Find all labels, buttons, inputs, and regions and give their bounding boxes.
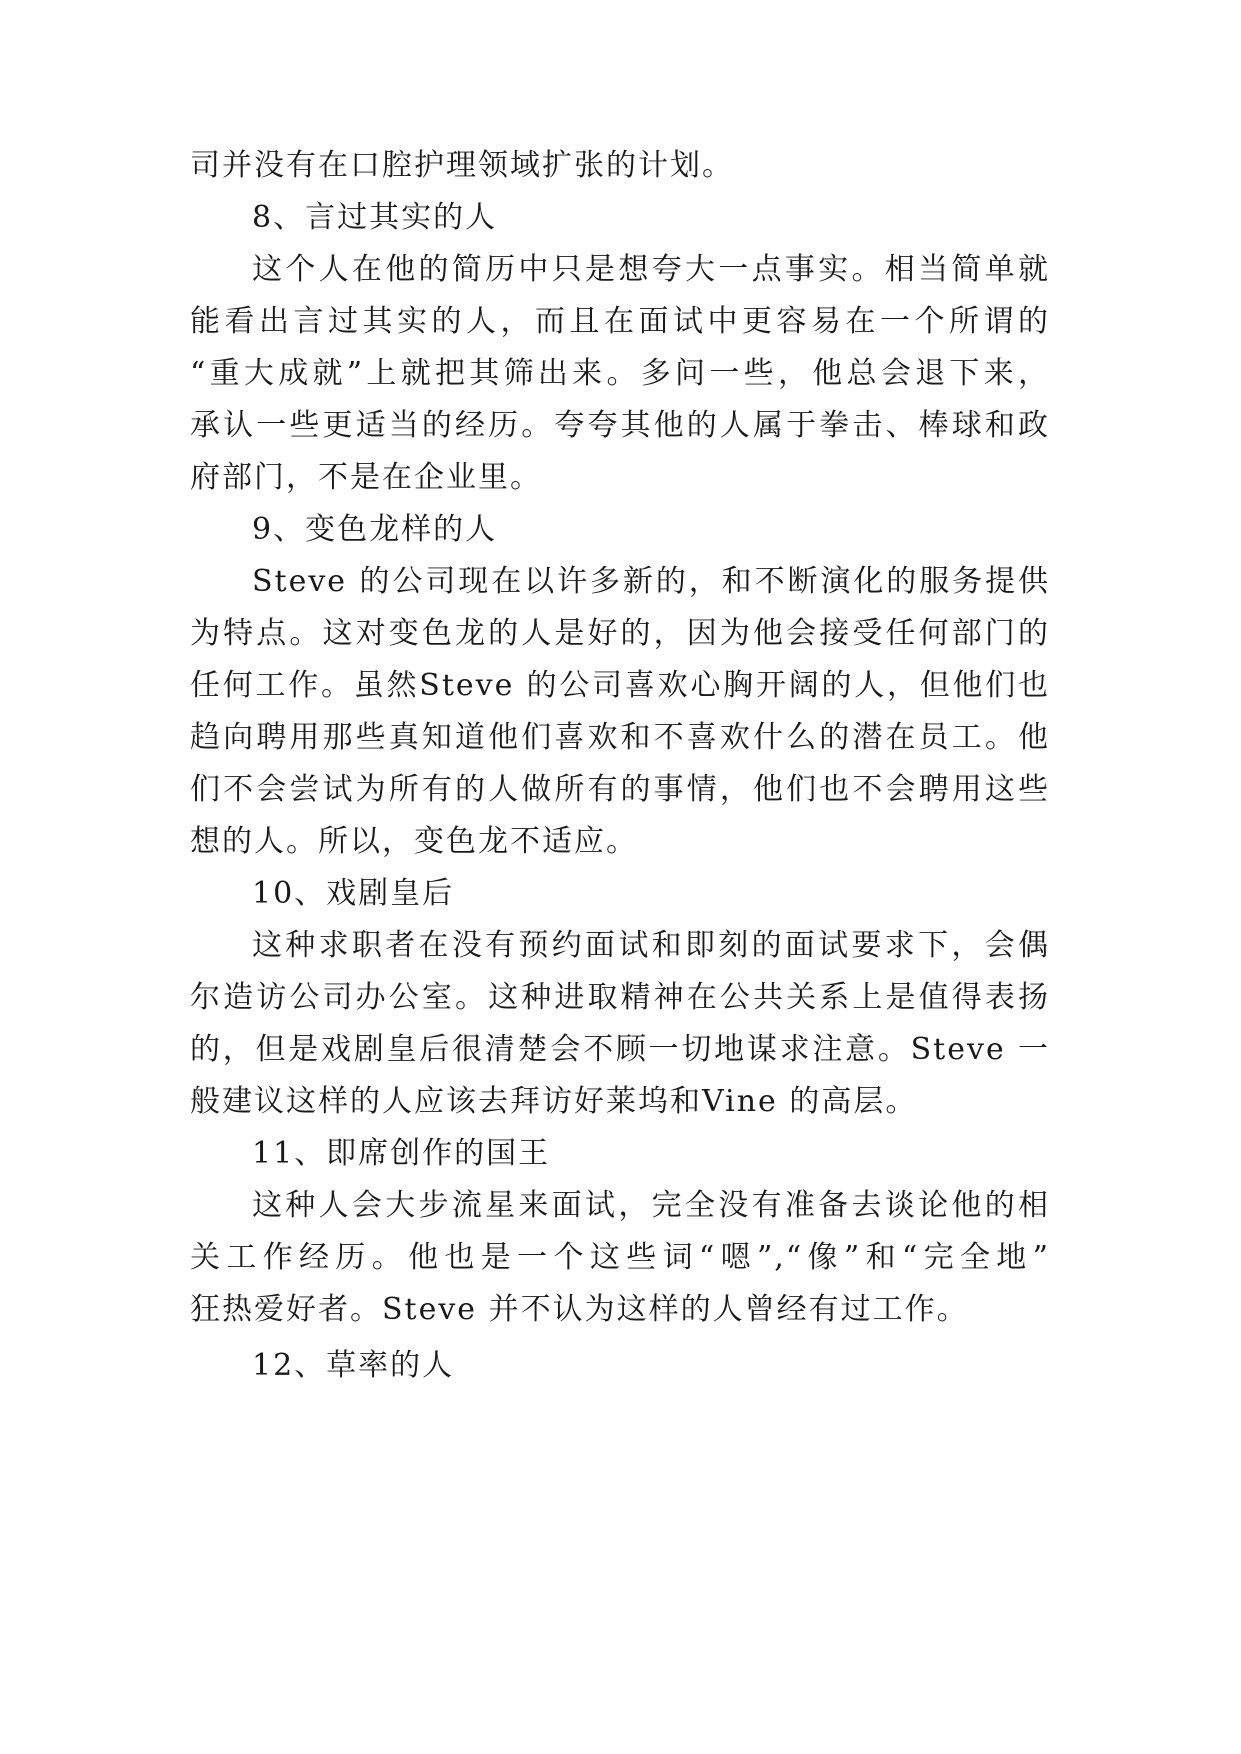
paragraph-line: 府部门，不是在企业里。 xyxy=(190,460,542,495)
paragraph-line: 想的人。所以，变色龙不适应。 xyxy=(190,824,638,859)
paragraph-line: 司并没有在口腔护理领域扩张的计划。 xyxy=(190,148,734,183)
section-heading: 9、变色龙样的人 xyxy=(252,512,498,547)
paragraph-line: “重大成就”上就把其筛出来。多问一些，他总会退下来， xyxy=(190,356,1050,391)
section-heading: 12、草率的人 xyxy=(252,1348,455,1383)
paragraph-line: 们不会尝试为所有的人做所有的事情，他们也不会聘用这些 xyxy=(190,772,1050,807)
paragraph-line: 般建议这样的人应该去拜访好莱坞和Vine 的高层。 xyxy=(190,1084,918,1119)
paragraph-line: 能看出言过其实的人，而且在面试中更容易在一个所谓的 xyxy=(190,304,1050,339)
paragraph-line: 关工作经历。他也是一个这些词“嗯”,“像”和“完全地” xyxy=(190,1240,1050,1275)
paragraph-line: 这种人会大步流星来面试，完全没有准备去谈论他的相 xyxy=(252,1188,1050,1223)
section-heading: 8、言过其实的人 xyxy=(252,200,498,235)
paragraph-line: 趋向聘用那些真知道他们喜欢和不喜欢什么的潜在员工。他 xyxy=(190,720,1050,755)
section-heading: 10、戏剧皇后 xyxy=(252,876,455,911)
paragraph-line: Steve 的公司现在以许多新的，和不断演化的服务提供 xyxy=(252,564,1050,599)
paragraph-line: 这个人在他的简历中只是想夸大一点事实。相当简单就 xyxy=(252,252,1050,287)
paragraph-line: 这种求职者在没有预约面试和即刻的面试要求下，会偶 xyxy=(252,928,1050,963)
paragraph-line: 任何工作。虽然Steve 的公司喜欢心胸开阔的人，但他们也 xyxy=(190,668,1050,703)
paragraph-line: 的，但是戏剧皇后很清楚会不顾一切地谋求注意。Steve 一 xyxy=(190,1032,1050,1067)
paragraph-line: 尔造访公司办公室。这种进取精神在公共关系上是值得表扬 xyxy=(190,980,1050,1015)
paragraph-line: 为特点。这对变色龙的人是好的，因为他会接受任何部门的 xyxy=(190,616,1050,651)
paragraph-line: 狂热爱好者。Steve 并不认为这样的人曾经有过工作。 xyxy=(190,1292,969,1327)
section-heading: 11、即席创作的国王 xyxy=(252,1136,551,1171)
paragraph-line: 承认一些更适当的经历。夸夸其他的人属于拳击、棒球和政 xyxy=(190,408,1050,443)
